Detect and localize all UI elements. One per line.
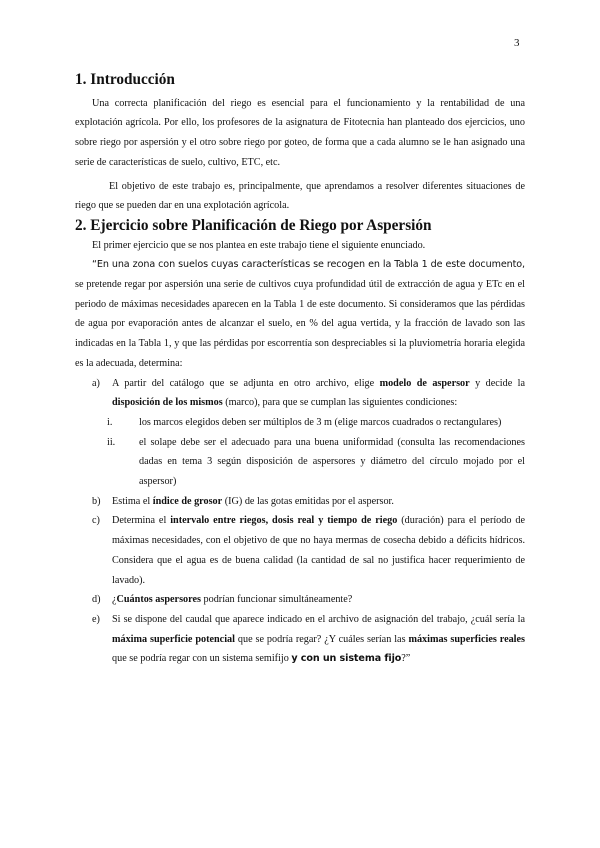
- intro-paragraph: Una correcta planificación del riego es esencial para el funcionamiento y la rentabilidad de una explotación agrícola. Por ello, los profesores de la asignatura de Fitotecnia han planteado dos ejercicios, uno sobre riego por aspersión y el otro sobre riego por goteo, de forma que a cada alumno se le han asignado una serie de características de suelo, cultivo, ETC, etc.: [75, 97, 525, 168]
- list-item-i: [75, 413, 525, 433]
- list-marker: e): [92, 613, 100, 625]
- list-item-b: [75, 492, 525, 512]
- list-marker: i.: [107, 416, 113, 428]
- item-text: (marco), para que se cumplan las siguientes condiciones:: [222, 397, 458, 409]
- item-text: (IG) de las gotas emitidas por el aspersor.: [222, 495, 394, 507]
- sublist-container: [75, 413, 525, 492]
- list-item-e: [75, 610, 525, 669]
- list-marker: ii.: [107, 436, 116, 448]
- item-bold-text: intervalo entre riegos, dosis real y tiempo de riego: [170, 515, 398, 527]
- section-heading-exercise: 2. Ejercicio sobre Planificación de Riego por Aspersión: [75, 216, 432, 234]
- item-text: y decide la: [469, 377, 525, 389]
- exercise-statement-paragraph: [75, 255, 525, 373]
- item-bold-text: máxima superficie potencial: [112, 633, 235, 645]
- item-text: el solape debe ser el adecuado para una buena uniformidad (consulta las recomendaciones dadas en tema 3 según disposición de aspersores y diámetro del círculo mojado por el aspersor): [139, 436, 525, 488]
- list-item-ii: [75, 433, 525, 492]
- item-text: (duración) para el período de máximas necesidades, con el objetivo de que no haya mermas de cosecha debido a déficits hídricos. Considera que el agua es de buena calidad (la cantidad de sal no justifica hacer requerimiento de lavado).: [112, 515, 525, 586]
- list-item-c: [75, 511, 525, 590]
- list-marker: a): [92, 377, 100, 389]
- item-bold-text: y con un sistema fijo: [291, 653, 402, 665]
- item-text: Determina el: [112, 515, 171, 527]
- item-text: que se podría regar con un sistema semifijo: [112, 653, 292, 665]
- objective-paragraph: El objetivo de este trabajo es, principalmente, que aprendamos a resolver diferentes situaciones de riego que se pueden dar en una explotación agrícola.: [75, 180, 525, 212]
- question-list: [75, 374, 525, 670]
- item-text: A partir del catálogo que se adjunta en otro archivo, elige: [112, 377, 380, 389]
- item-bold-text: disposición de los mismos: [112, 397, 223, 409]
- item-text: ¿: [112, 594, 117, 606]
- statement-handwritten-part: “En una zona con suelos cuyas características se recogen en la Tabla 1 de este documento,: [92, 259, 525, 271]
- item-text: Estima el: [112, 495, 153, 507]
- item-text: podrían funcionar simultáneamente?: [200, 594, 353, 606]
- item-bold-text: máximas superficies reales: [408, 633, 525, 645]
- list-item-a: [75, 374, 525, 413]
- list-item-d: [75, 590, 525, 610]
- document-body: [75, 70, 525, 669]
- sublist-conditions: [75, 413, 525, 492]
- item-bold-text: Cuántos aspersores: [116, 594, 201, 606]
- item-text: que se podría regar? ¿Y cuáles serían las: [234, 633, 409, 645]
- list-marker: d): [92, 594, 101, 606]
- item-bold-text: índice de grosor: [152, 495, 223, 507]
- exercise-intro-paragraph: El primer ejercicio que se nos plantea en este trabajo tiene el siguiente enunciado.: [92, 239, 426, 251]
- item-text: ?”: [401, 653, 411, 665]
- item-text: los marcos elegidos deben ser múltiplos de 3 m (elige marcos cuadrados o rectangulares): [139, 416, 502, 428]
- section-heading-introduction: 1. Introducción: [75, 71, 175, 88]
- item-text: Si se dispone del caudal que aparece indicado en el archivo de asignación del trabajo, ¿cuál sería la: [112, 613, 525, 625]
- item-bold-text: modelo de aspersor: [379, 377, 470, 389]
- statement-text: se pretende regar por aspersión una serie de cultivos cuya profundidad útil de extracción de agua y ETc en el periodo de máximas necesidades aparecen en la Tabla 1 de este documento. Si consideramos que las pérdidas de agua por evaporación antes de alcanzar el suelo, en % del agua vertida, y la fracción de lavado son las indicadas en la Tabla 1, y que las pérdidas por escorrentía son despreciables si la pluviometría horaria elegida es la adecuada, determina:: [75, 279, 525, 369]
- list-marker: c): [92, 515, 100, 527]
- list-marker: b): [92, 495, 101, 507]
- page-number: 3: [514, 37, 520, 49]
